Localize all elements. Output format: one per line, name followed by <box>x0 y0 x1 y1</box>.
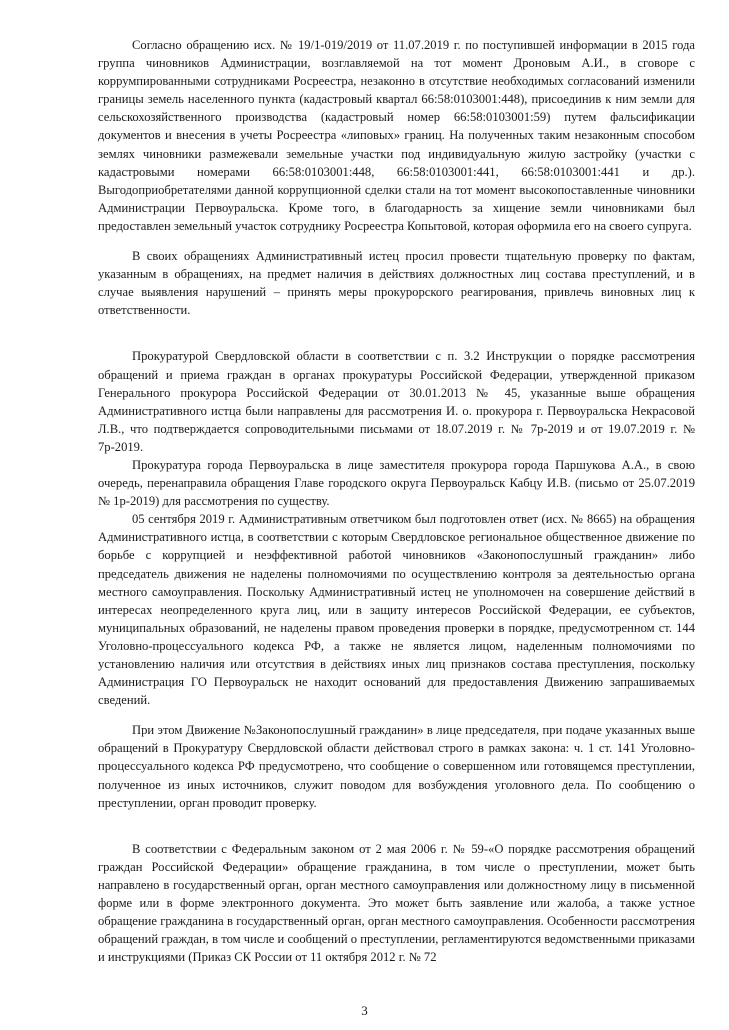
page-number: 3 <box>361 1003 368 1018</box>
paragraph-regional-prosecutor: Прокуратурой Свердловской области в соответствии с п. 3.2 Инструкции о порядке рассмотрения обращений и приема граждан в органах прокуратуры Российской Федерации, утвержденной приказом Генерального прокурора Российской Федерации от 30.01.2013 № 45, указанные выше обращения Административного истца были направлены для рассмотрения И. о. прокурора г. Первоуральска Некрасовой Л.В., что подтверждается сопроводительными письмами от 18.07.2019 г. № 7р-2019 и от 19.07.2019 г. № 7р-2019. <box>98 349 695 454</box>
paragraph-federal-law: В соответствии с Федеральным законом от 2 мая 2006 г. № 59-«О порядке рассмотрения обращений граждан Российской Федерации» обращение гражданина, в том числе о преступлении, может быть направлено в государственный орган, орган местного самоуправления или должностному лицу в письменной форме или в форме электронного документа. Это может быть заявление или жалоба, а также устное обращение гражданина в государственный орган, орган местного самоуправления. Особенности рассмотрения обращений граждан, в том числе и сообщений о преступлении, регламентируются ведомственными приказами и инструкциями (Приказ СК России от 11 октября 2012 г. № 72 <box>98 841 695 965</box>
paragraph-land-boundaries: Согласно обращению исх. № 19/1-019/2019 от 11.07.2019 г. по поступившей информации в 2015 года группа чиновников Администрации, возглавляемой на тот момент Дроновым А.И., в сговоре с коррумпированными сотрудниками Росреестра, незаконно в отсутствие необходимых согласований изменили границы земель населенного пункта (кадастровый квартал 66:58:0103001:448), присоединив к ним земли для сельскохозяйственного производства (кадастровый номер 66:58:0103001:59) путем фальсификации документов и внесения в учеты Росреестра «липовых» границ. На полученных таким незаконным способом землях чиновники размежевали земельные участки под индивидуальную жилую застройку (участки с кадастровыми номерами 66:58:0103001:448, 66:58:0103001:441, 66:58:0103001:441 и др.). Выгодоприобретателями данной коррупционной сделки стали на тот момент высокопоставленные чиновники Администрации Первоуральска. Кроме того, в благодарность за хищение земли чиновниками был предоставлен земельный участок сотруднику Росреестра Копытовой, которая оформила его на своего супруга. <box>98 38 695 233</box>
paragraph-request-inspection: В своих обращениях Административный истец просил провести тщательную проверку по фактам, указанным в обращениях, на предмет наличия в действиях должностных лиц состава преступлений, и в случае выявления нарушений – принять меры прокурорского реагирования, привлечь виновных лиц к ответственности. <box>98 249 695 318</box>
paragraph-administration-reply: 05 сентября 2019 г. Административным ответчиком был подготовлен ответ (исх. № 8665) на обращения Административного истца, в соответствии с которым Свердловское региональное общественное движение по борьбе с коррупцией и неэффективной работой чиновников «Законопослушный гражданин» либо председатель движения не наделены полномочиями по осуществлению контроля за деятельностью органа местного самоуправления. Поскольку Административный истец не уполномочен на совершение действий в интересах неопределенного круга лиц, или в защиту интересов Российской Федерации, ее субъектов, муниципальных образований, не наделены правом проведения проверки в порядке, предусмотренном ст. 144 Уголовно-процессуального кодекса РФ, а также не является лицом, наделенным полномочиями по установлению наличия или отсутствия в действиях иных лиц признаков состава преступления, поскольку Администрация ГО Первоуральск не находит оснований для предоставления Движению запрашиваемых сведений. <box>98 512 695 708</box>
paragraph-city-prosecutor: Прокуратура города Первоуральска в лице заместителя прокурора города Паршукова А.А., в свою очередь, перенаправила обращения Главе городского округа Первоуральск Кабцу И.В. (письмо от 25.07.2019 № 1р-2019) для рассмотрения по существу. <box>98 457 695 509</box>
paragraph-movement-legal-basis: При этом Движение №Законопослушный гражданин» в лице председателя, при подаче указанных выше обращений в Прокуратуру Свердловской области действовал строго в рамках закона: ч. 1 ст. 141 Уголовно-процессуального кодекса РФ предусмотрено, что сообщение о совершенном или готовящемся преступлении, полученное из иных источников, служит поводом для возбуждения уголовного дела. По сообщению о преступлении, орган проводит проверку. <box>98 723 695 810</box>
document-body <box>98 36 695 966</box>
